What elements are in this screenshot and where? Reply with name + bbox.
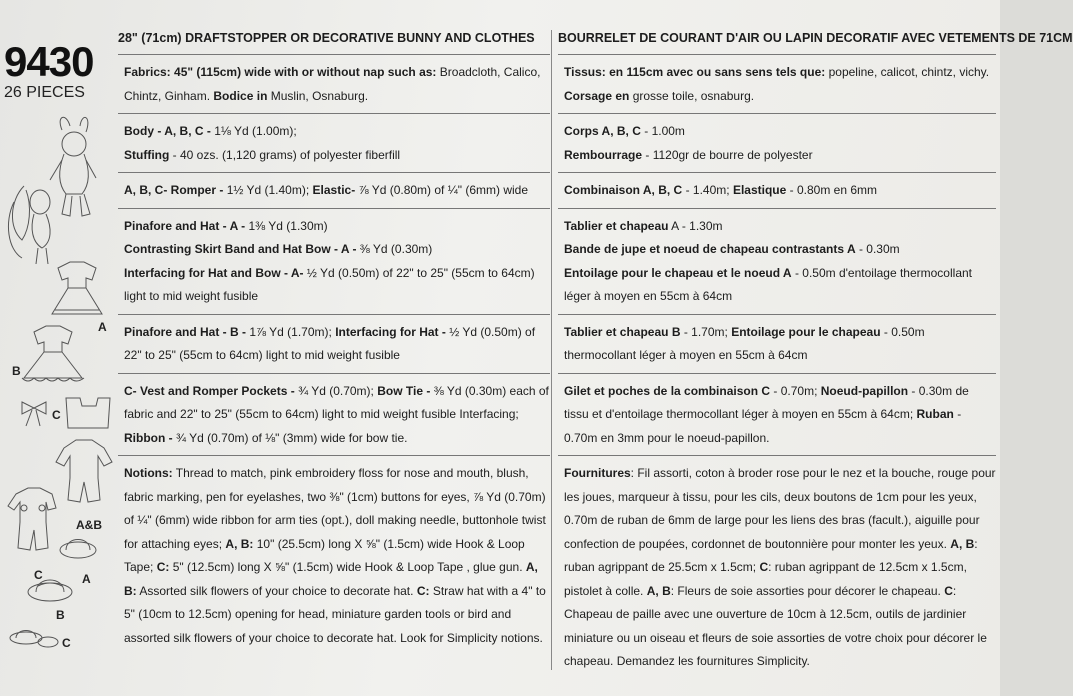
bande-label: Bande de jupe et noeud de chapeau contrastants A bbox=[564, 242, 856, 256]
notions-c-1: C: bbox=[156, 560, 170, 574]
view-label-b2: B bbox=[56, 608, 65, 622]
ruban-label: Ruban bbox=[916, 407, 954, 421]
entoilage-a-label: Entoilage pour le chapeau et le noeud A bbox=[564, 265, 792, 280]
ribbon-label: Ribbon - bbox=[124, 430, 173, 445]
notions-text-3: 5" (12.5cm) long X ⅝" (1.5cm) wide Hook & Loop Tape , glue gun. bbox=[172, 560, 523, 574]
fournitures-text-2: : ruban agrippant de 25.5cm x 1.5cm; bbox=[564, 536, 978, 574]
french-column bbox=[558, 30, 1073, 679]
fournitures-c-1: C bbox=[759, 560, 769, 574]
column-divider bbox=[551, 30, 552, 670]
romper-section bbox=[118, 172, 550, 208]
combinaison-text: - 1.40m; bbox=[685, 183, 730, 197]
elastic-text: ⅞ Yd (0.80m) of ¼" (6mm) wide bbox=[358, 183, 528, 197]
corps-section bbox=[558, 113, 996, 172]
noeud-label: Noeud-papillon bbox=[820, 383, 909, 398]
fournitures-text-5: : Chapeau de paille avec une ouverture de 10cm à 12.5cm, outils de jardinier miniature ou un oiseau et fleurs de soie assorties de votre choix pour décorer le chapeau. Demandez les fournitures Simplicity. bbox=[564, 583, 987, 668]
vest-section bbox=[118, 373, 550, 456]
notions-ab-2: A, B: bbox=[124, 560, 538, 598]
pattern-number: 9430 bbox=[4, 38, 94, 85]
bodice-label: Bodice in bbox=[213, 88, 268, 103]
notions-section bbox=[118, 455, 550, 655]
dress-a-sketch bbox=[52, 262, 102, 314]
romper-c-sketch bbox=[8, 488, 56, 550]
fournitures-text-4: : Fleurs de soie assorties pour décorer le chapeau. bbox=[670, 583, 941, 598]
notions-ab-1: A, B: bbox=[225, 536, 254, 551]
pinafore-b-section bbox=[118, 314, 550, 373]
fournitures-text-1: : Fil assorti, coton à broder rose pour le nez et la bouche, rouge pour les joues, marqueur à tissu, pour les cils, deux boutons de 1cm pour les yeux, 0.70m de ruban de 6mm de large pour les liens des bras (facult.), aiguille pour confection de poupées, cordonnet de boutonnière pour monter les yeux. bbox=[564, 466, 996, 551]
notions-label: Notions: bbox=[124, 466, 173, 480]
bodice-text: Muslin, Osnaburg. bbox=[270, 88, 369, 103]
hat-b-sketch bbox=[28, 580, 72, 601]
corps-text: - 1.00m bbox=[644, 124, 685, 138]
view-label-ab: A&B bbox=[76, 518, 102, 532]
rembourrage-label: Rembourrage bbox=[564, 147, 643, 162]
bunny-side-sketch bbox=[8, 186, 50, 264]
interfacing-a-label: Interfacing for Hat and Bow - A- bbox=[124, 265, 304, 280]
pinafore-b-label: Pinafore and Hat - B - bbox=[124, 324, 247, 339]
notions-text-1: Thread to match, pink embroidery floss for nose and mouth, blush, fabric marking, pen for eyelashes, two ⅜" (1cm) buttons for eyes, ⅞ Yd (0.70m) of ¼" (6mm) wide ribbon for arm ties (opt.), doll making needle, buttonhole twist for attaching eyes; bbox=[124, 466, 546, 551]
ribbon-text: ¾ Yd (0.70m) of ⅛" (3mm) wide for bow tie. bbox=[176, 430, 408, 445]
tissus-section bbox=[558, 54, 996, 113]
romper-text: 1½ Yd (1.40m); bbox=[226, 183, 310, 197]
fournitures-section bbox=[558, 455, 996, 679]
vest-sketch bbox=[66, 398, 110, 428]
tablier-b-section bbox=[558, 314, 996, 373]
view-label-c: C bbox=[52, 408, 61, 422]
fournitures-ab-2: A, B bbox=[646, 583, 671, 598]
bowtie-label: Bow Tie - bbox=[377, 383, 431, 398]
corps-label: Corps A, B, C bbox=[564, 124, 641, 138]
hat-c-sketch bbox=[10, 631, 58, 648]
stuffing-text: - 40 ozs. (1,120 grams) of polyester fiberfill bbox=[172, 147, 401, 162]
pinafore-a-label: Pinafore and Hat - A - bbox=[124, 218, 246, 233]
hat-a-sketch bbox=[60, 540, 96, 559]
gilet-section bbox=[558, 373, 996, 456]
fabrics-text: Broadcloth, Calico, Chintz, Ginham. bbox=[124, 65, 541, 103]
fournitures-text-3: : ruban agrippant de 12.5cm x 1.5cm, pistolet à colle. bbox=[564, 560, 967, 598]
corsage-text: grosse toile, osnaburg. bbox=[632, 88, 755, 103]
fournitures-c-2: C bbox=[944, 583, 953, 598]
pinafore-b-text: 1⅞ Yd (1.70m); bbox=[249, 324, 332, 339]
contrast-label: Contrasting Skirt Band and Hat Bow - A - bbox=[124, 242, 357, 256]
tissus-label: Tissus: en 115cm avec ou sans sens tels que: bbox=[564, 65, 826, 79]
rembourrage-text: - 1120gr de bourre de polyester bbox=[645, 147, 813, 162]
bande-text: - 0.30m bbox=[858, 242, 900, 256]
elastique-text: - 0.80m en 6mm bbox=[789, 183, 878, 197]
contrast-text: ⅜ Yd (0.30m) bbox=[359, 242, 433, 256]
corsage-label: Corsage en bbox=[564, 88, 630, 103]
tissus-text: popeline, calicot, chintz, vichy. bbox=[828, 65, 990, 79]
ruban-text: - 0.70m en 3mm pour le noeud-papillon. bbox=[564, 407, 962, 445]
combinaison-section bbox=[558, 172, 996, 208]
tablier-a-letter: A bbox=[671, 218, 679, 233]
vest-text: ¾ Yd (0.70m); bbox=[298, 383, 374, 398]
stuffing-label: Stuffing bbox=[124, 147, 170, 162]
bunny-sketches bbox=[0, 110, 118, 670]
notions-text-4: Assorted silk flowers of your choice to decorate hat. bbox=[139, 583, 414, 598]
tablier-b-text: - 1.70m; bbox=[683, 324, 728, 339]
tablier-b-label: Tablier et chapeau B bbox=[564, 324, 681, 339]
notions-text-2: 10" (25.5cm) long X ⅝" (1.5cm) wide Hook & Loop Tape; bbox=[124, 536, 525, 574]
elastique-label: Elastique bbox=[732, 183, 787, 197]
tablier-a-text: - 1.30m bbox=[681, 218, 723, 233]
pieces-count: 26 PIECES bbox=[4, 84, 85, 101]
noeud-text: - 0.30m de tissu et d'entoilage thermocollant léger à moyen en 55cm à 64cm; bbox=[564, 383, 969, 421]
gilet-label: Gilet et poches de la combinaison C bbox=[564, 383, 771, 398]
entoilage-b-label: Entoilage pour le chapeau bbox=[731, 324, 881, 339]
pinafore-a-section bbox=[118, 208, 550, 314]
interfacing-a-text: ½ Yd (0.50m) of 22" to 25" (55cm to 64cm) light to mid weight fusible bbox=[124, 265, 535, 303]
fabrics-label: Fabrics: 45" (115cm) wide with or without nap such as: bbox=[124, 65, 437, 79]
fabrics-section bbox=[118, 54, 550, 113]
english-title: 28" (71cm) DRAFTSTOPPER OR DECORATIVE BUNNY AND CLOTHES bbox=[118, 31, 535, 45]
tablier-a-label: Tablier et chapeau bbox=[564, 218, 669, 233]
bowtie-text: ⅜ Yd (0.30m) each of fabric and 22" to 25" (55cm to 64cm) light to mid weight fusible Interfacing; bbox=[124, 383, 549, 421]
view-label-a2: A bbox=[82, 572, 91, 586]
bunny-front-sketch bbox=[50, 117, 96, 216]
romper-ab-sketch bbox=[56, 440, 112, 502]
dress-b-sketch bbox=[22, 326, 84, 381]
french-title: BOURRELET DE COURANT D'AIR OU LAPIN DECORATIF AVEC VETEMENTS DE 71CM bbox=[558, 31, 1073, 45]
gilet-text: - 0.70m; bbox=[773, 383, 818, 398]
bow-sketch bbox=[22, 402, 46, 426]
vest-label: C- Vest and Romper Pockets - bbox=[124, 383, 295, 398]
view-label-a: A bbox=[98, 320, 107, 334]
interfacing-b-label: Interfacing for Hat - bbox=[335, 324, 446, 339]
combinaison-label: Combinaison A, B, C bbox=[564, 183, 683, 197]
romper-label: A, B, C- Romper - bbox=[124, 183, 224, 197]
fournitures-label: Fournitures bbox=[564, 466, 631, 480]
fournitures-ab-1: A, B bbox=[950, 536, 975, 551]
view-label-c2: C bbox=[34, 568, 43, 582]
view-sketches bbox=[0, 110, 118, 670]
entoilage-b-text: - 0.50m thermocollant léger à moyen en 55cm à 64cm bbox=[564, 324, 925, 362]
entoilage-a-text: - 0.50m d'entoilage thermocollant léger à moyen en 55cm à 64cm bbox=[564, 265, 972, 303]
notions-c-2: C: bbox=[416, 583, 430, 598]
body-section bbox=[118, 113, 550, 172]
notions-text-5: Straw hat with a 4" to 5" (10cm to 12.5cm) opening for head, miniature garden tools or bird and assorted silk flowers of your choice to decorate hat. Look for Simplicity notions. bbox=[124, 583, 546, 645]
interfacing-b-text: ½ Yd (0.50m) of 22" to 25" (55cm to 64cm) light to mid weight fusible bbox=[124, 324, 536, 362]
elastic-label: Elastic- bbox=[312, 183, 356, 197]
body-label: Body - A, B, C - bbox=[124, 124, 211, 138]
view-label-b: B bbox=[12, 364, 21, 378]
body-text: 1⅛ Yd (1.00m); bbox=[214, 124, 297, 138]
tablier-a-section bbox=[558, 208, 996, 314]
english-column bbox=[118, 30, 550, 655]
view-label-c3: C bbox=[62, 636, 71, 650]
pinafore-a-text: 1⅜ Yd (1.30m) bbox=[248, 218, 328, 233]
